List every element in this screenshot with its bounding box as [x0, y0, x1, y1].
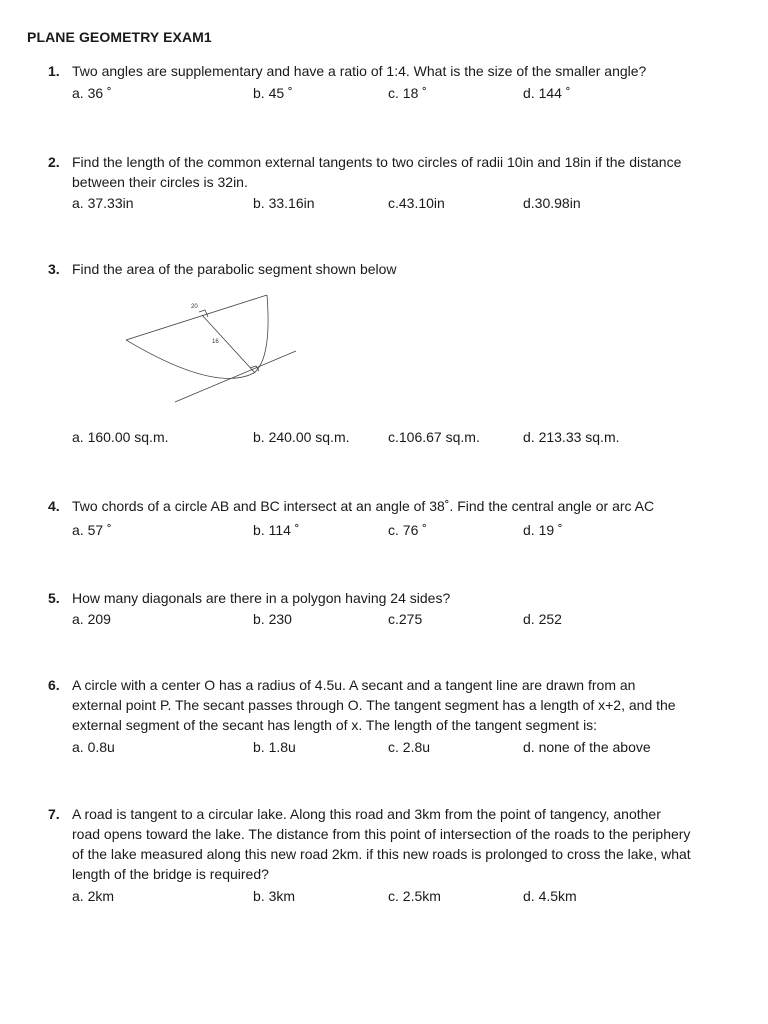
question-number: 3. — [48, 261, 60, 277]
option-a: a. 36 ˚ — [72, 85, 112, 101]
answer-options — [72, 83, 752, 103]
question-number: 7. — [48, 806, 60, 822]
label-16: 16 — [212, 339, 219, 345]
question-text: Two chords of a circle AB and BC intersect at an angle of 38˚. Find the central angle or arc AC — [72, 498, 655, 514]
option-c: c.43.10in — [388, 195, 445, 211]
answer-options — [72, 886, 752, 906]
option-a: a. 57 ˚ — [72, 522, 112, 538]
question-text: A circle with a center O has a radius of 4.5u. A secant and a tangent line are drawn from an external point P. The secant passes through O. The tangent segment has a length of x+2, and the external segment of the secant has length of x. The length of the tangent segment is: — [72, 677, 676, 733]
option-b: b. 114 ˚ — [253, 522, 300, 538]
option-a: a. 37.33in — [72, 195, 134, 211]
option-a: a. 209 — [72, 611, 111, 627]
tangent-line — [175, 351, 296, 402]
question-number: 5. — [48, 590, 60, 606]
option-d: d. 213.33 sq.m. — [523, 429, 620, 445]
option-a: a. 160.00 sq.m. — [72, 429, 169, 445]
option-b: b. 230 — [253, 611, 292, 627]
option-a: a. 0.8u — [72, 739, 115, 755]
answer-options — [72, 427, 752, 447]
option-c: c.275 — [388, 611, 423, 627]
option-c: c.106.67 sq.m. — [388, 429, 480, 445]
option-d: d. none of the above — [523, 739, 651, 755]
option-c: c. 76 ˚ — [388, 522, 427, 538]
parabolic-segment-figure — [120, 288, 310, 408]
option-d: d.30.98in — [523, 195, 581, 211]
answer-options — [72, 193, 752, 213]
question-number: 1. — [48, 63, 60, 79]
option-d: d. 4.5km — [523, 888, 577, 904]
question-number: 4. — [48, 498, 60, 514]
exam-title: PLANE GEOMETRY EXAM1 — [27, 29, 212, 45]
chord-line — [126, 295, 267, 340]
question-text: Two angles are supplementary and have a ratio of 1:4. What is the size of the smaller angle? — [72, 63, 647, 79]
option-b: b. 1.8u — [253, 739, 296, 755]
option-d: d. 144 ˚ — [523, 85, 571, 101]
question-text: How many diagonals are there in a polygon having 24 sides? — [72, 590, 451, 606]
option-b: b. 3km — [253, 888, 296, 904]
option-c: c. 18 ˚ — [388, 85, 427, 101]
option-b: b. 45 ˚ — [253, 85, 293, 101]
option-b: b. 240.00 sq.m. — [253, 429, 350, 445]
answer-options — [72, 737, 752, 757]
question-number: 2. — [48, 154, 60, 170]
option-c: c. 2.8u — [388, 739, 431, 755]
label-20: 20 — [191, 304, 198, 310]
option-d: d. 19 ˚ — [523, 522, 563, 538]
option-c: c. 2.5km — [388, 888, 441, 904]
answer-options — [72, 520, 752, 540]
option-b: b. 33.16in — [253, 195, 315, 211]
question-text: Find the length of the common external tangents to two circles of radii 10in and 18in if the distance between their circles is 32in. — [72, 154, 682, 190]
question-text: A road is tangent to a circular lake. Along this road and 3km from the point of tangency, another road opens toward the lake. The distance from this point of intersection of the roads to the periphery of the lake measured along this new road 2km. if this new roads is prolonged to cross the lake, what length of the bridge is required? — [72, 806, 691, 882]
answer-options — [72, 609, 752, 629]
height-line — [202, 315, 255, 373]
option-a: a. 2km — [72, 888, 115, 904]
option-d: d. 252 — [523, 611, 562, 627]
question-number: 6. — [48, 677, 60, 693]
question-text: Find the area of the parabolic segment shown below — [72, 261, 397, 277]
